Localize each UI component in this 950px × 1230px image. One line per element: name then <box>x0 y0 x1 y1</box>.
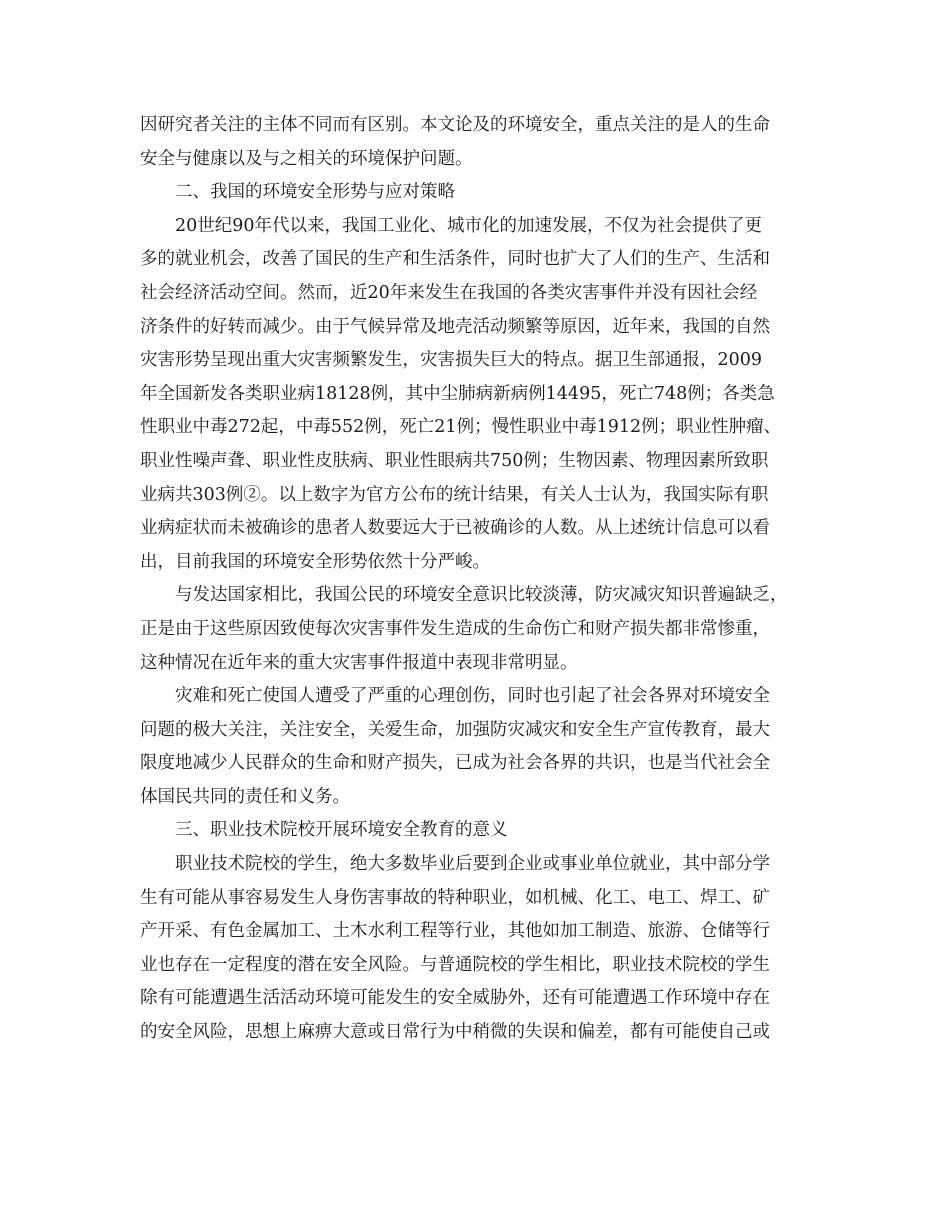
text-line: 社会经济活动空间。然而，近20年来发生在我国的各类灾害事件并没有因社会经 <box>140 282 758 303</box>
text-line: 产开采、有色金属加工、土木水利工程等行业，其他如加工制造、旅游、仓储等行 <box>140 921 770 942</box>
text-line: 年全国新发各类职业病18128例，其中尘肺病新病例14495，死亡748例；各类急 <box>140 383 775 404</box>
text-line: 济条件的好转而减少。由于气候异常及地壳活动频繁等原因，近年来，我国的自然 <box>140 316 770 337</box>
text-line: 这种情况在近年来的重大灾害事件报道中表现非常明显。 <box>140 652 578 673</box>
text-line: 20世纪90年代以来，我国工业化、城市化的加速发展，不仅为社会提供了更 <box>175 215 763 236</box>
text-line: 因研究者关注的主体不同而有区别。本文论及的环境安全，重点关注的是人的生命 <box>140 115 770 135</box>
text-line: 二、我国的环境安全形势与应对策略 <box>175 182 455 203</box>
text-line: 业病共303例②。以上数字为官方公布的统计结果，有关人士认为，我国实际有职 <box>140 484 769 505</box>
text-line: 正是由于这些原因致使每次灾害事件发生造成的生命伤亡和财产损失都非常惨重， <box>140 618 770 639</box>
text-line: 业病症状而未被确诊的患者人数要远大于已被确诊的人数。从上述统计信息可以看 <box>140 518 770 539</box>
text-line: 与发达国家相比，我国公民的环境安全意识比较淡薄，防灾减灾知识普遍缺乏， <box>175 585 788 606</box>
text-line: 多的就业机会，改善了国民的生产和生活条件，同时也扩大了人们的生产、生活和 <box>140 249 770 270</box>
text-line: 业也存在一定程度的潜在安全风险。与普通院校的学生相比，职业技术院校的学生 <box>140 954 770 975</box>
text-line: 生有可能从事容易发生人身伤害事故的特种职业，如机械、化工、电工、焊工、矿 <box>140 887 770 908</box>
document-body <box>140 109 820 1050</box>
text-line: 灾害形势呈现出重大灾害频繁发生，灾害损失巨大的特点。据卫生部通报，2009 <box>140 350 763 371</box>
text-line: 职业技术院校的学生，绝大多数毕业后要到企业或事业单位就业，其中部分学 <box>175 854 770 875</box>
text-line: 体国民共同的责任和义务。 <box>140 786 350 807</box>
text-line: 除有可能遭遇生活活动环境可能发生的安全威胁外，还有可能遭遇工作环境中存在 <box>140 988 770 1009</box>
text-line: 灾难和死亡使国人遭受了严重的心理创伤，同时也引起了社会各界对环境安全 <box>175 686 770 707</box>
text-line: 职业性噪声聋、职业性皮肤病、职业性眼病共750例；生物因素、物理因素所致职 <box>140 450 769 471</box>
text-line: 限度地减少人民群众的生命和财产损失，已成为社会各界的共识，也是当代社会全 <box>140 753 770 774</box>
text-line: 三、职业技术院校开展环境安全教育的意义 <box>175 820 508 841</box>
text-line: 出，目前我国的环境安全形势依然十分严峻。 <box>140 551 490 572</box>
text-line: 问题的极大关注，关注安全，关爱生命，加强防灾减灾和安全生产宣传教育，最大 <box>140 719 770 740</box>
text-line: 的安全风险，思想上麻痹大意或日常行为中稍微的失误和偏差，都有可能使自己或 <box>140 1022 770 1043</box>
text-line: 安全与健康以及与之相关的环境保护问题。 <box>140 148 473 169</box>
text-line: 性职业中毒272起，中毒552例，死亡21例；慢性职业中毒1912例；职业性肿瘤、 <box>140 417 782 438</box>
